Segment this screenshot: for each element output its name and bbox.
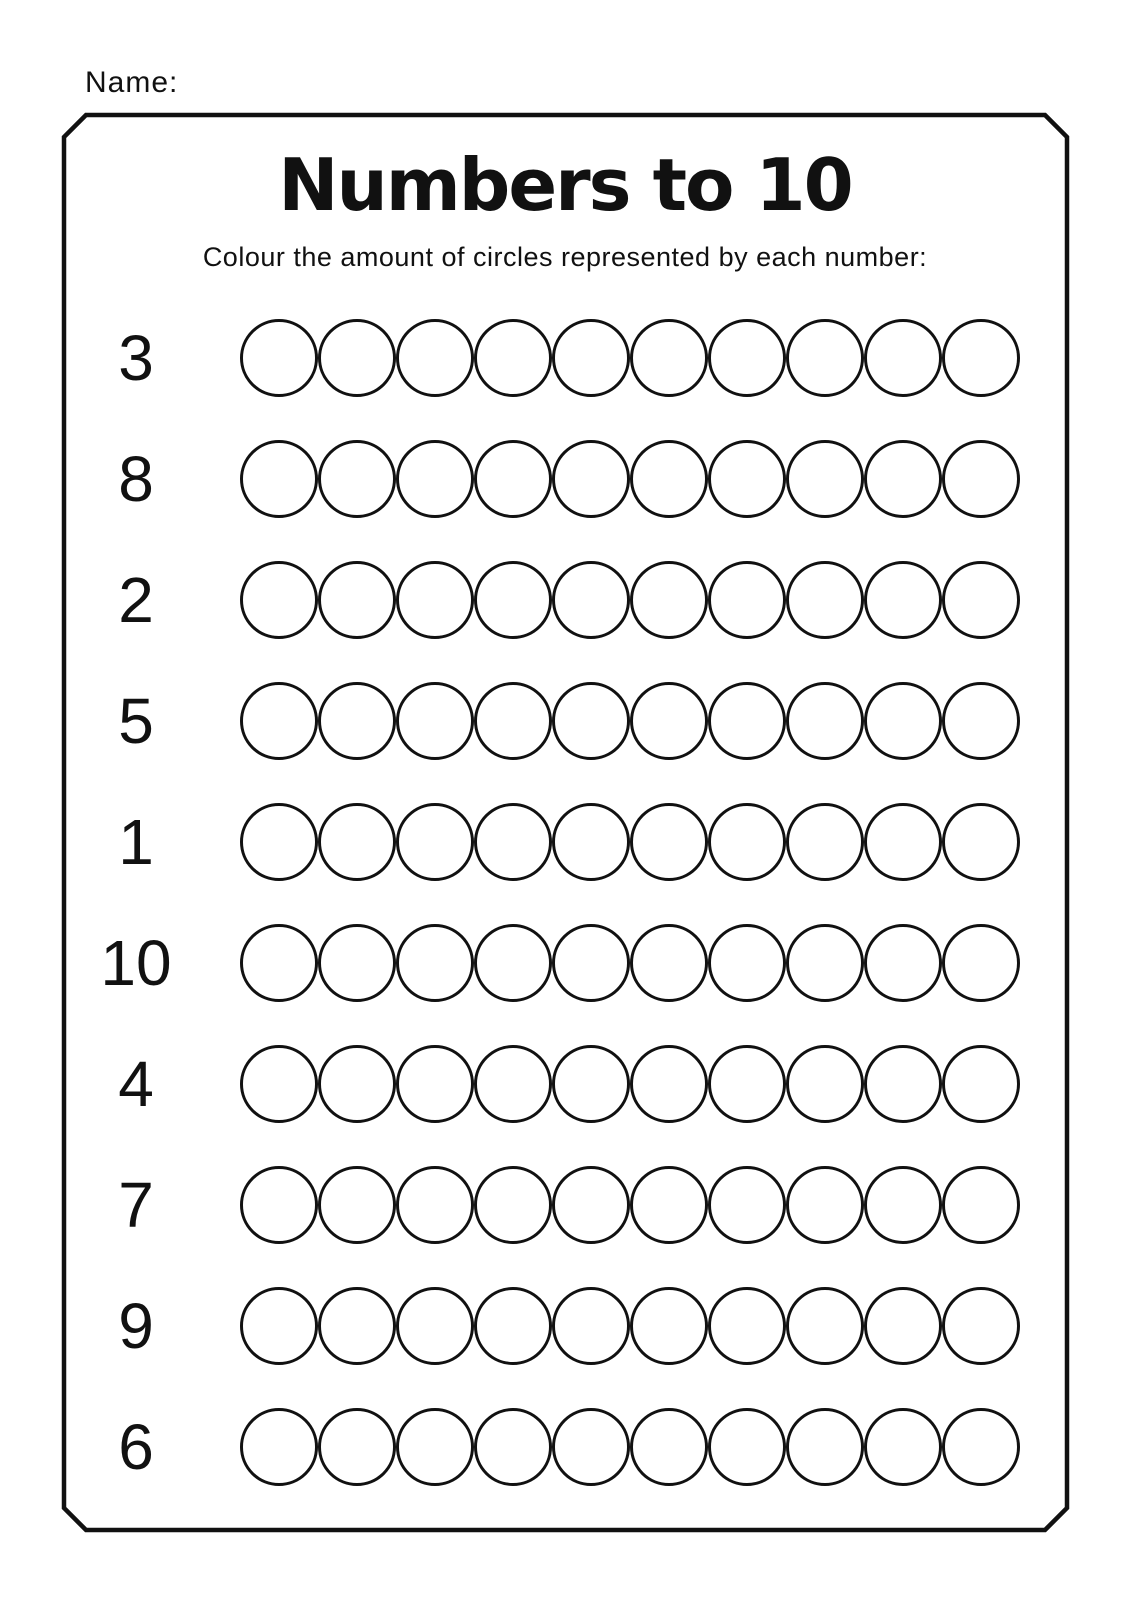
colorable-circle[interactable]: [396, 1045, 474, 1123]
number-row: [62, 781, 1068, 902]
colorable-circle[interactable]: [864, 561, 942, 639]
colorable-circle[interactable]: [864, 1408, 942, 1486]
colorable-circle[interactable]: [318, 561, 396, 639]
colorable-circle[interactable]: [708, 803, 786, 881]
number-row: [62, 418, 1068, 539]
colorable-circle[interactable]: [864, 1166, 942, 1244]
colorable-circle[interactable]: [630, 440, 708, 518]
colorable-circle[interactable]: [942, 682, 1020, 760]
number-row: [62, 539, 1068, 660]
colorable-circle[interactable]: [474, 440, 552, 518]
number-row: [62, 297, 1068, 418]
colorable-circle[interactable]: [630, 924, 708, 1002]
worksheet-instructions: Colour the amount of circles represented by each number:: [202, 242, 928, 272]
colorable-circle[interactable]: [786, 1045, 864, 1123]
number-row: [62, 1386, 1068, 1507]
colorable-circle[interactable]: [552, 319, 630, 397]
colorable-circle[interactable]: [786, 1408, 864, 1486]
colorable-circle[interactable]: [708, 440, 786, 518]
name-input[interactable]: [180, 60, 704, 104]
circles-group: [240, 1045, 1020, 1123]
number-row: [62, 1265, 1068, 1386]
colorable-circle[interactable]: [942, 440, 1020, 518]
circles-group: [240, 1287, 1020, 1365]
row-number-label: 10: [100, 926, 172, 999]
colorable-circle[interactable]: [240, 803, 318, 881]
colorable-circle[interactable]: [552, 803, 630, 881]
colorable-circle[interactable]: [474, 803, 552, 881]
colorable-circle[interactable]: [630, 803, 708, 881]
colorable-circle[interactable]: [396, 1166, 474, 1244]
colorable-circle[interactable]: [552, 1045, 630, 1123]
circles-group: [240, 1166, 1020, 1244]
colorable-circle[interactable]: [474, 1045, 552, 1123]
circles-group: [240, 682, 1020, 760]
colorable-circle[interactable]: [864, 682, 942, 760]
circles-group: [240, 924, 1020, 1002]
colorable-circle[interactable]: [864, 1287, 942, 1365]
colorable-circle[interactable]: [708, 561, 786, 639]
circles-group: [240, 319, 1020, 397]
row-number-label: 6: [118, 1410, 154, 1483]
colorable-circle[interactable]: [396, 561, 474, 639]
colorable-circle[interactable]: [396, 1408, 474, 1486]
worksheet-title: Numbers to 10: [278, 143, 852, 227]
colorable-circle[interactable]: [396, 803, 474, 881]
colorable-circle[interactable]: [474, 561, 552, 639]
row-number-label: 4: [118, 1047, 154, 1120]
number-row: [62, 902, 1068, 1023]
colorable-circle[interactable]: [786, 803, 864, 881]
colorable-circle[interactable]: [240, 319, 318, 397]
number-row: [62, 660, 1068, 781]
colorable-circle[interactable]: [318, 1166, 396, 1244]
colorable-circle[interactable]: [552, 924, 630, 1002]
colorable-circle[interactable]: [630, 682, 708, 760]
colorable-circle[interactable]: [942, 1166, 1020, 1244]
colorable-circle[interactable]: [630, 1287, 708, 1365]
colorable-circle[interactable]: [318, 924, 396, 1002]
colorable-circle[interactable]: [630, 319, 708, 397]
colorable-circle[interactable]: [942, 1408, 1020, 1486]
circles-group: [240, 1408, 1020, 1486]
colorable-circle[interactable]: [708, 1287, 786, 1365]
colorable-circle[interactable]: [630, 1408, 708, 1486]
circles-group: [240, 803, 1020, 881]
row-number-label: 8: [118, 442, 154, 515]
colorable-circle[interactable]: [942, 803, 1020, 881]
colorable-circle[interactable]: [240, 1408, 318, 1486]
row-number-label: 9: [118, 1289, 154, 1362]
colorable-circle[interactable]: [786, 1166, 864, 1244]
colorable-circle[interactable]: [474, 1166, 552, 1244]
colorable-circle[interactable]: [552, 1287, 630, 1365]
colorable-circle[interactable]: [552, 682, 630, 760]
colorable-circle[interactable]: [318, 319, 396, 397]
colorable-circle[interactable]: [396, 1287, 474, 1365]
colorable-circle[interactable]: [474, 1408, 552, 1486]
colorable-circle[interactable]: [630, 1166, 708, 1244]
row-number-label: 7: [118, 1168, 154, 1241]
colorable-circle[interactable]: [318, 803, 396, 881]
colorable-circle[interactable]: [318, 682, 396, 760]
colorable-circle[interactable]: [474, 682, 552, 760]
colorable-circle[interactable]: [630, 1045, 708, 1123]
colorable-circle[interactable]: [786, 561, 864, 639]
colorable-circle[interactable]: [708, 1408, 786, 1486]
name-label: Name:: [85, 66, 179, 99]
colorable-circle[interactable]: [240, 1166, 318, 1244]
colorable-circle[interactable]: [474, 319, 552, 397]
colorable-circle[interactable]: [630, 561, 708, 639]
colorable-circle[interactable]: [786, 319, 864, 397]
row-number-label: 2: [118, 563, 154, 636]
colorable-circle[interactable]: [552, 440, 630, 518]
colorable-circle[interactable]: [396, 682, 474, 760]
colorable-circle[interactable]: [864, 440, 942, 518]
colorable-circle[interactable]: [240, 1045, 318, 1123]
colorable-circle[interactable]: [864, 1045, 942, 1123]
colorable-circle[interactable]: [864, 924, 942, 1002]
number-row: [62, 1023, 1068, 1144]
colorable-circle[interactable]: [552, 1166, 630, 1244]
colorable-circle[interactable]: [396, 319, 474, 397]
row-number-label: 5: [118, 684, 154, 757]
row-number-label: 3: [118, 321, 154, 394]
colorable-circle[interactable]: [396, 440, 474, 518]
number-row: [62, 1144, 1068, 1265]
colorable-circle[interactable]: [708, 682, 786, 760]
colorable-circle[interactable]: [942, 319, 1020, 397]
colorable-circle[interactable]: [864, 319, 942, 397]
colorable-circle[interactable]: [240, 682, 318, 760]
colorable-circle[interactable]: [708, 319, 786, 397]
colorable-circle[interactable]: [318, 1287, 396, 1365]
colorable-circle[interactable]: [786, 682, 864, 760]
colorable-circle[interactable]: [942, 1045, 1020, 1123]
colorable-circle[interactable]: [552, 561, 630, 639]
colorable-circle[interactable]: [240, 440, 318, 518]
colorable-circle[interactable]: [942, 1287, 1020, 1365]
colorable-circle[interactable]: [942, 561, 1020, 639]
colorable-circle[interactable]: [786, 1287, 864, 1365]
colorable-circle[interactable]: [786, 440, 864, 518]
colorable-circle[interactable]: [708, 1045, 786, 1123]
colorable-circle[interactable]: [708, 924, 786, 1002]
colorable-circle[interactable]: [786, 924, 864, 1002]
colorable-circle[interactable]: [942, 924, 1020, 1002]
colorable-circle[interactable]: [552, 1408, 630, 1486]
colorable-circle[interactable]: [240, 924, 318, 1002]
colorable-circle[interactable]: [240, 561, 318, 639]
colorable-circle[interactable]: [318, 1408, 396, 1486]
colorable-circle[interactable]: [474, 1287, 552, 1365]
colorable-circle[interactable]: [864, 803, 942, 881]
colorable-circle[interactable]: [318, 1045, 396, 1123]
colorable-circle[interactable]: [396, 924, 474, 1002]
circles-group: [240, 561, 1020, 639]
colorable-circle[interactable]: [318, 440, 396, 518]
rows-container: [62, 297, 1068, 1507]
colorable-circle[interactable]: [240, 1287, 318, 1365]
row-number-label: 1: [118, 805, 154, 878]
colorable-circle[interactable]: [474, 924, 552, 1002]
circles-group: [240, 440, 1020, 518]
colorable-circle[interactable]: [708, 1166, 786, 1244]
